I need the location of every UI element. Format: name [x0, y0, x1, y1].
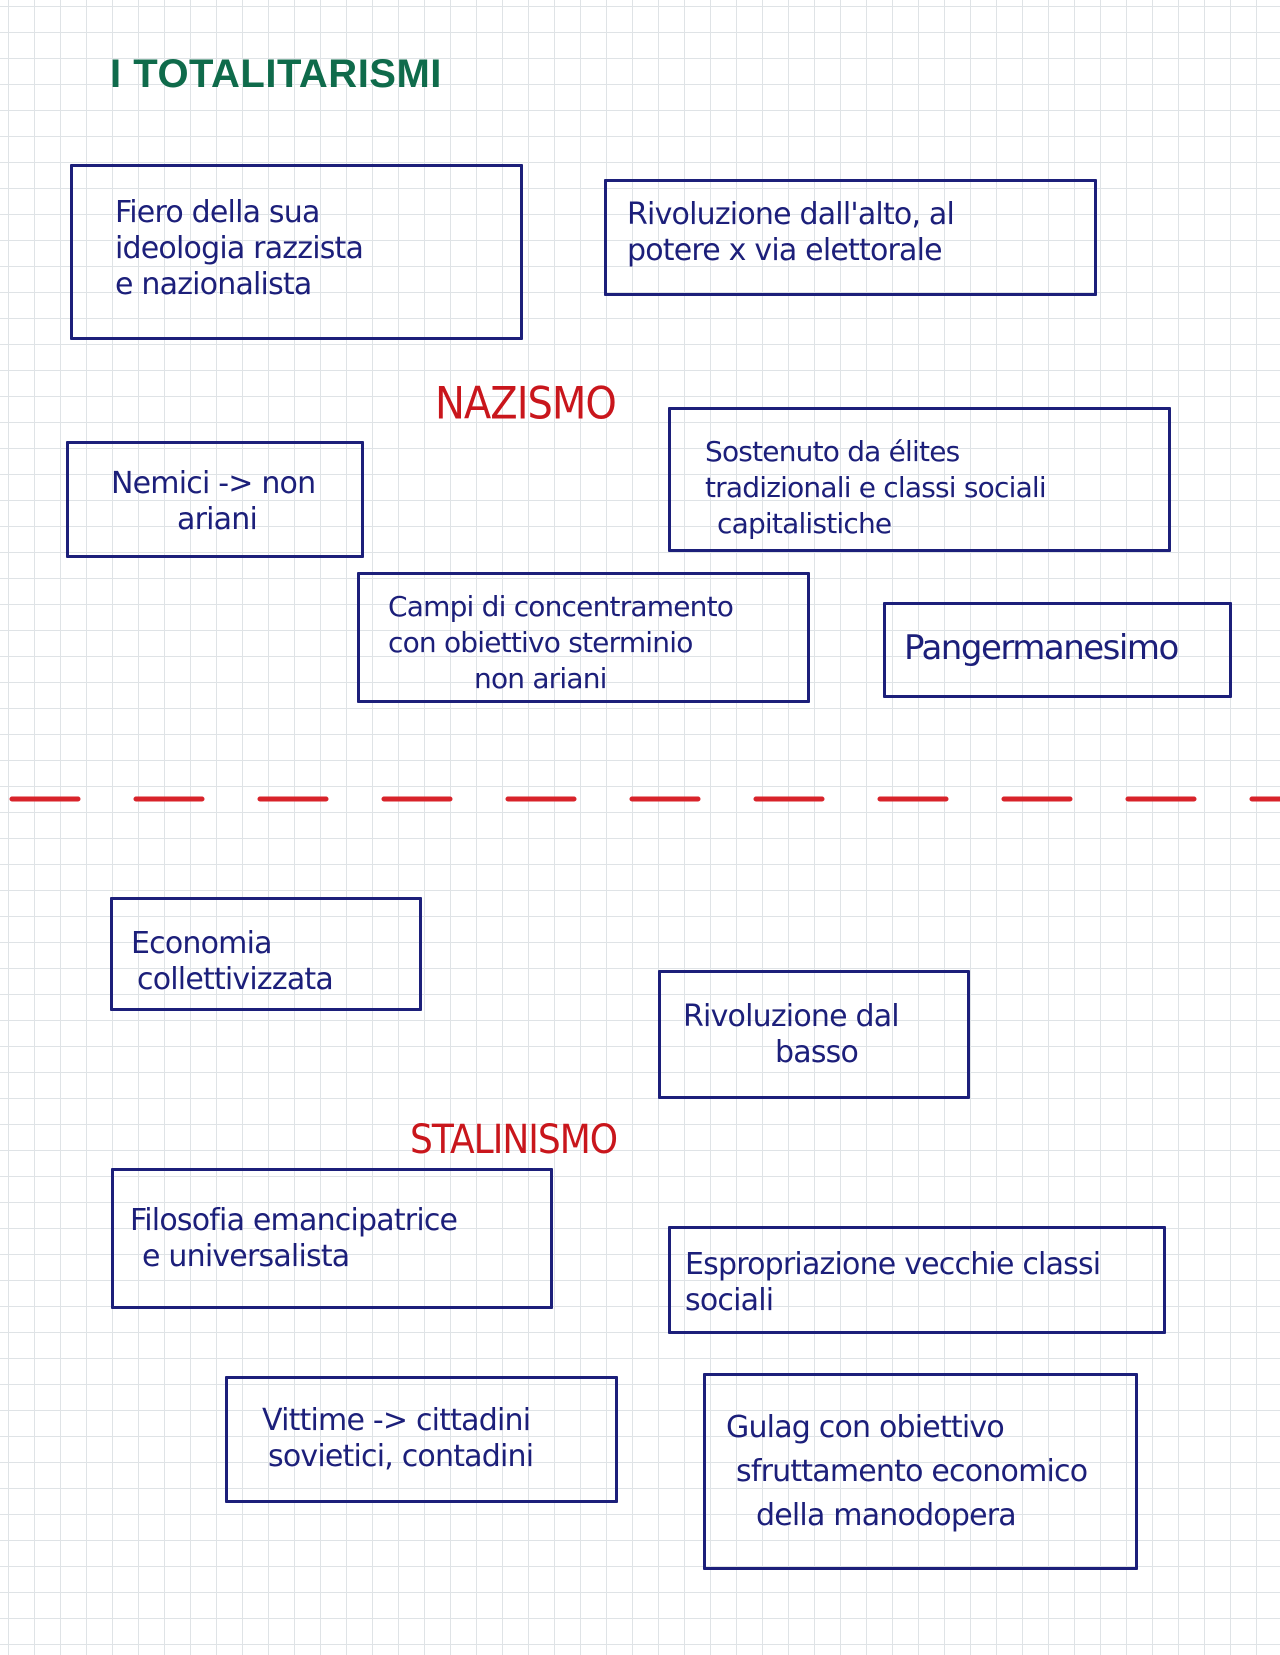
note-line: potere x via elettorale — [627, 233, 942, 268]
note-line: collettivizzata — [137, 962, 333, 997]
note-line: Rivoluzione dall'alto, al — [627, 197, 955, 232]
stalinismo-note-expropriation — [668, 1226, 1166, 1334]
stalinismo-note-gulag — [703, 1373, 1138, 1570]
nazismo-heading: NAZISMO — [435, 378, 616, 430]
note-line: e nazionalista — [115, 267, 312, 302]
note-line: Pangermanesimo — [904, 628, 1178, 668]
stalinismo-note-philosophy — [111, 1168, 553, 1309]
note-line: ideologia razzista — [115, 231, 364, 266]
note-line: della manodopera — [756, 1498, 1016, 1533]
note-line: Rivoluzione dal — [683, 999, 899, 1034]
stalinismo-note-revolution — [658, 970, 970, 1099]
stalinismo-note-victims — [225, 1376, 618, 1503]
page-title: I TOTALITARISMI — [110, 52, 442, 96]
note-line: basso — [775, 1035, 859, 1070]
note-line: sfruttamento economico — [736, 1454, 1088, 1489]
nazismo-note-ideology — [70, 164, 523, 340]
note-line: non ariani — [474, 662, 607, 695]
note-line: Sostenuto da élites — [705, 435, 960, 468]
note-line: Economia — [131, 926, 272, 961]
stalinismo-heading: STALINISMO — [410, 1117, 618, 1163]
stalinismo-note-economy — [110, 897, 422, 1011]
note-line: sociali — [685, 1283, 774, 1318]
section-divider — [0, 796, 1280, 802]
note-line: Filosofia emancipatrice — [130, 1203, 458, 1238]
nazismo-note-pangermanism — [883, 602, 1232, 698]
note-line: tradizionali e classi sociali — [705, 471, 1046, 504]
note-line: Nemici -> non — [111, 466, 316, 501]
nazismo-note-revolution — [604, 179, 1097, 296]
note-line: ariani — [177, 502, 257, 537]
nazismo-note-support — [668, 407, 1171, 552]
note-line: sovietici, contadini — [268, 1439, 534, 1474]
note-line: Fiero della sua — [115, 195, 320, 230]
note-line: Espropriazione vecchie classi — [685, 1247, 1101, 1282]
note-line: Gulag con obiettivo — [726, 1410, 1004, 1445]
note-line: e universalista — [142, 1239, 350, 1274]
nazismo-note-camps — [357, 572, 810, 703]
note-line: con obiettivo sterminio — [388, 626, 693, 659]
nazismo-note-enemies — [66, 441, 364, 558]
note-line: Vittime -> cittadini — [262, 1403, 531, 1438]
note-line: Campi di concentramento — [388, 590, 734, 623]
note-line: capitalistiche — [717, 507, 892, 540]
